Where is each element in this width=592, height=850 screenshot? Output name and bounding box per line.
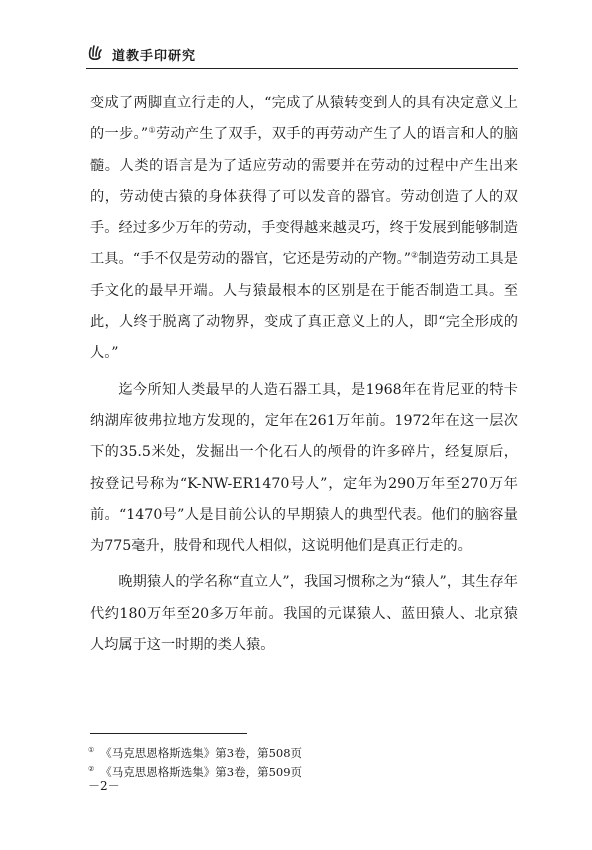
page-number: －2－ xyxy=(88,779,120,793)
footnote-text: 《马克思恩格斯选集》第3卷，第509页 xyxy=(100,764,303,779)
paragraph-2: 迄今所知人类最早的人造石器工具，是1968年在肯尼亚的特卡纳湖库彼弗拉地方发现的，定年在261万年前。1972年在这一层次下的35.5米处，发掘出一个化石人的颅骨的许多碎片，经复原后，按登记号称为“K-NW-ER1470号人”，定年为290万年至270万年前。“1470号”人是目前公认的早期猿人的典型代表。他们的脑容量为775毫升，肢骨和现代人相似，这说明他们是真正行走的。 xyxy=(90,381,518,555)
running-header xyxy=(86,44,518,66)
paragraph-3: 晚期猿人的学名称“直立人”，我国习惯称之为“猿人”，其生存年代约180万年至20多万年前。我国的元谋猿人、蓝田猿人、北京猿人均属于这一时期的类人猿。 xyxy=(90,574,518,654)
header-title: 道教手印研究 xyxy=(112,49,197,64)
footnote-text: 《马克思恩格斯选集》第3卷，第508页 xyxy=(100,745,303,760)
footnote-item xyxy=(88,761,518,780)
footnote-mark: ② xyxy=(88,764,95,773)
footnote-item xyxy=(88,742,518,761)
hand-mudra-icon xyxy=(86,44,104,62)
footnotes xyxy=(88,742,518,780)
paragraph-1-text-a: 变成了两脚直立行走的人，“完成了从猿转变到人的具有决定意义上的一步。” xyxy=(90,95,518,143)
main-text xyxy=(90,88,518,661)
footnote-ref-2: ② xyxy=(410,250,419,260)
footnote-ref-1: ① xyxy=(148,125,156,135)
paragraph-1-text-b: 劳动产生了双手，双手的再劳动产生了人的语言和人的脑髓。人类的语言是为了适应劳动的需要并在劳动的过程中产生出来的，劳动使古猿的身体获得了可以发音的器官。劳动创造了人的双手。经过多少万年的劳动，手变得越来越灵巧，终于发展到能够制造工具。“手不仅是劳动的器官，它还是劳动的产物。” xyxy=(90,126,519,268)
footnote-divider xyxy=(90,733,247,734)
paragraph-1-text-c: 制造劳动工具是手文化的最早开端。人与猿最根本的区别是在于能否制造工具。至此，人终于脱离了动物界，变成了真正意义上的人，即“完全形成的人。” xyxy=(90,251,518,362)
header-divider xyxy=(86,68,518,69)
paragraph-1 xyxy=(90,88,518,370)
footnote-mark: ① xyxy=(88,746,95,754)
